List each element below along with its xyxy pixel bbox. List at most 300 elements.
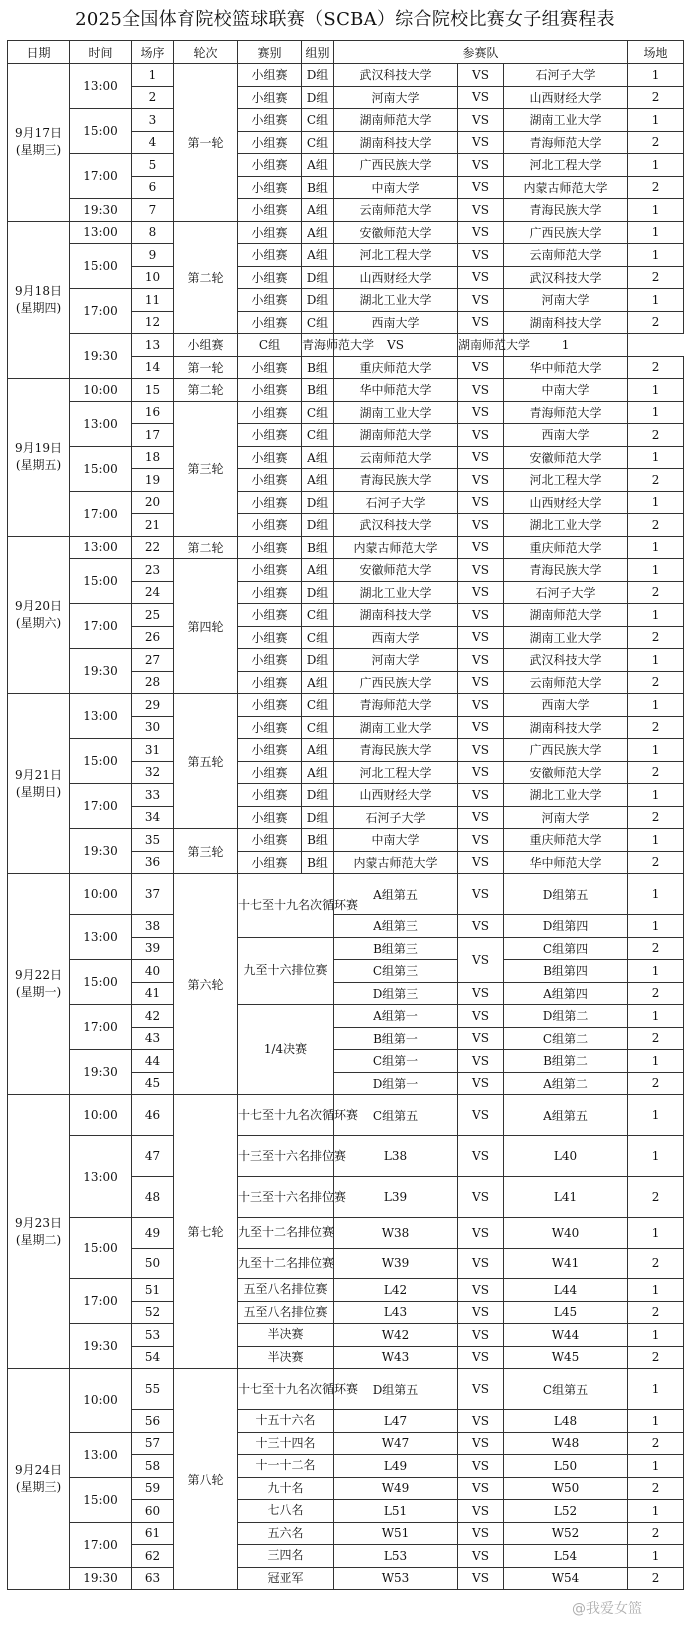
court-cell: 1	[628, 1218, 684, 1249]
team-a-cell: W47	[334, 1432, 458, 1455]
date-cell	[8, 874, 70, 1095]
stage-cell: 小组赛	[238, 176, 302, 199]
team-a-cell: C组第五	[334, 1095, 458, 1136]
team-b-cell: A组第四	[504, 982, 628, 1005]
time-cell: 15:00	[70, 446, 132, 491]
vs-cell: VS	[458, 1455, 504, 1478]
team-b-cell: 重庆师范大学	[504, 829, 628, 852]
stage-cell: 小组赛	[238, 536, 302, 559]
vs-cell: VS	[334, 334, 458, 357]
court-cell: 2	[628, 356, 684, 379]
stage-cell: 小组赛	[238, 64, 302, 87]
team-b-cell: 青海师范大学	[504, 131, 628, 154]
match-no-cell: 14	[132, 356, 174, 379]
date-text: 9月18日	[15, 283, 62, 298]
time-cell: 17:00	[70, 1005, 132, 1050]
team-a-cell: 石河子大学	[334, 491, 458, 514]
team-b-cell: 安徽师范大学	[504, 761, 628, 784]
team-a-cell: A组第五	[334, 874, 458, 915]
weekday-text: (星期一)	[15, 985, 62, 999]
court-cell: 1	[628, 446, 684, 469]
court-cell: 1	[628, 829, 684, 852]
match-row	[8, 1477, 684, 1500]
match-no-cell: 45	[132, 1072, 174, 1095]
group-cell: A组	[302, 761, 334, 784]
match-no-cell: 50	[132, 1248, 174, 1279]
stage-cell: 九十名	[238, 1477, 334, 1500]
round-cell: 第二轮	[174, 379, 238, 402]
group-cell: C组	[238, 334, 302, 357]
team-a-cell: C组第一	[334, 1050, 458, 1073]
match-no-cell: 22	[132, 536, 174, 559]
date-text: 9月22日	[15, 968, 62, 982]
weekday-text: (星期三)	[15, 143, 62, 158]
match-no-cell: 3	[132, 109, 174, 132]
team-b-cell: L41	[504, 1177, 628, 1218]
match-no-cell: 43	[132, 1027, 174, 1050]
team-a-cell: 青海师范大学	[334, 694, 458, 717]
group-cell: D组	[302, 491, 334, 514]
team-a-cell: L51	[334, 1500, 458, 1523]
match-row	[8, 915, 684, 938]
team-a-cell: 华中师范大学	[334, 379, 458, 402]
match-no-cell: 18	[132, 446, 174, 469]
team-b-cell: W40	[504, 1218, 628, 1249]
team-b-cell: W45	[504, 1346, 628, 1369]
match-no-cell: 37	[132, 874, 174, 915]
team-a-cell: L43	[334, 1301, 458, 1324]
team-b-cell: 云南师范大学	[504, 244, 628, 267]
match-no-cell: 10	[132, 266, 174, 289]
team-a-cell: 云南师范大学	[334, 446, 458, 469]
team-b-cell: 湖南科技大学	[504, 311, 628, 334]
group-cell: A组	[302, 739, 334, 762]
court-cell: 1	[628, 1324, 684, 1347]
date-cell	[8, 1095, 70, 1369]
match-no-cell: 47	[132, 1136, 174, 1177]
match-no-cell: 59	[132, 1477, 174, 1500]
team-a-cell: W43	[334, 1346, 458, 1369]
court-cell: 2	[628, 1177, 684, 1218]
stage-cell: 小组赛	[238, 289, 302, 312]
match-row	[8, 559, 684, 582]
court-cell: 1	[628, 154, 684, 177]
court-cell: 1	[504, 334, 628, 357]
group-cell: B组	[302, 356, 334, 379]
vs-cell: VS	[458, 514, 504, 537]
court-cell: 2	[628, 851, 684, 874]
team-b-cell: 广西民族大学	[504, 221, 628, 244]
court-cell: 2	[628, 716, 684, 739]
team-a-cell: 内蒙古师范大学	[334, 536, 458, 559]
vs-cell: VS	[458, 1248, 504, 1279]
vs-cell: VS	[458, 109, 504, 132]
round-cell: 第三轮	[174, 401, 238, 536]
match-no-cell: 2	[132, 86, 174, 109]
header-court: 场地	[628, 41, 684, 64]
team-a-cell: L47	[334, 1410, 458, 1433]
group-cell: D组	[302, 289, 334, 312]
time-cell: 15:00	[70, 244, 132, 289]
header-match-no: 场序	[132, 41, 174, 64]
team-b-cell: 湖北工业大学	[504, 784, 628, 807]
team-b-cell: 山西财经大学	[504, 491, 628, 514]
round-cell: 第一轮	[174, 64, 238, 222]
match-no-cell: 12	[132, 311, 174, 334]
match-no-cell: 61	[132, 1522, 174, 1545]
stage-cell: 小组赛	[238, 311, 302, 334]
date-text: 9月17日	[15, 126, 62, 141]
team-b-cell: W54	[504, 1567, 628, 1590]
vs-cell: VS	[458, 401, 504, 424]
match-no-cell: 4	[132, 131, 174, 154]
team-a-cell: 山西财经大学	[334, 784, 458, 807]
team-b-cell: 河南大学	[504, 806, 628, 829]
time-cell: 13:00	[70, 221, 132, 244]
court-cell: 1	[628, 536, 684, 559]
weekday-text: (星期日)	[15, 784, 62, 799]
match-row	[8, 1136, 684, 1177]
court-cell: 1	[628, 874, 684, 915]
team-b-cell: D组第四	[504, 915, 628, 938]
team-b-cell: 青海民族大学	[504, 559, 628, 582]
round-cell: 第七轮	[174, 1095, 238, 1369]
match-no-cell: 15	[132, 379, 174, 402]
vs-cell: VS	[458, 446, 504, 469]
stage-cell: 五至八名排位赛	[238, 1279, 334, 1302]
court-cell: 1	[628, 491, 684, 514]
team-b-cell: 湖南师范大学	[458, 334, 504, 357]
group-cell: A组	[302, 244, 334, 267]
stage-cell: 小组赛	[238, 851, 302, 874]
group-cell: C组	[302, 109, 334, 132]
match-row	[8, 1567, 684, 1590]
team-b-cell: L52	[504, 1500, 628, 1523]
round-cell: 第三轮	[174, 829, 238, 874]
team-a-cell: A组第一	[334, 1005, 458, 1028]
court-cell: 1	[628, 1136, 684, 1177]
team-a-cell: 石河子大学	[334, 806, 458, 829]
vs-cell: VS	[458, 1477, 504, 1500]
court-cell: 2	[628, 1567, 684, 1590]
vs-cell: VS	[458, 739, 504, 762]
stage-cell: 小组赛	[238, 626, 302, 649]
group-cell: A组	[302, 199, 334, 222]
time-cell: 17:00	[70, 154, 132, 199]
date-cell	[8, 379, 70, 537]
team-a-cell: W49	[334, 1477, 458, 1500]
match-no-cell: 8	[132, 221, 174, 244]
team-b-cell: 河北工程大学	[504, 469, 628, 492]
match-no-cell: 56	[132, 1410, 174, 1433]
vs-cell: VS	[458, 221, 504, 244]
match-row	[8, 1005, 684, 1028]
team-a-cell: 湖南师范大学	[334, 424, 458, 447]
vs-cell: VS	[458, 1095, 504, 1136]
time-cell: 15:00	[70, 1218, 132, 1279]
time-cell: 19:30	[70, 1050, 132, 1095]
match-no-cell: 1	[132, 64, 174, 87]
team-a-cell: W53	[334, 1567, 458, 1590]
vs-cell: VS	[458, 244, 504, 267]
vs-cell: VS	[458, 1432, 504, 1455]
stage-cell: 小组赛	[238, 221, 302, 244]
group-cell: D组	[302, 784, 334, 807]
date-text: 9月23日	[15, 1215, 62, 1230]
court-cell: 1	[628, 1279, 684, 1302]
header-stage: 赛别	[238, 41, 302, 64]
group-cell: C组	[302, 424, 334, 447]
team-a-cell: 湖南工业大学	[334, 716, 458, 739]
team-b-cell: A组第五	[504, 1095, 628, 1136]
court-cell: 2	[628, 131, 684, 154]
weekday-text: (星期六)	[15, 615, 62, 630]
court-cell: 1	[628, 1095, 684, 1136]
round-cell: 第五轮	[174, 694, 238, 829]
court-cell: 2	[628, 626, 684, 649]
team-a-cell: D组第三	[334, 982, 458, 1005]
team-a-cell: 武汉科技大学	[334, 64, 458, 87]
team-a-cell: 云南师范大学	[334, 199, 458, 222]
match-row	[8, 784, 684, 807]
time-cell: 13:00	[70, 401, 132, 446]
header-group: 组别	[302, 41, 334, 64]
court-cell: 1	[628, 289, 684, 312]
stage-cell: 十一十二名	[238, 1455, 334, 1478]
match-row	[8, 874, 684, 915]
stage-cell: 十三至十六名排位赛	[238, 1136, 334, 1177]
stage-cell: 半决赛	[238, 1346, 334, 1369]
match-row	[8, 739, 684, 762]
group-cell: D组	[302, 64, 334, 87]
team-b-cell: L40	[504, 1136, 628, 1177]
stage-cell: 十七至十九名次循环赛	[238, 874, 334, 938]
team-a-cell: 广西民族大学	[334, 154, 458, 177]
court-cell: 2	[628, 86, 684, 109]
time-cell: 19:30	[70, 829, 132, 874]
court-cell: 2	[628, 1432, 684, 1455]
schedule-table	[7, 40, 684, 1590]
team-a-cell: A组第三	[334, 915, 458, 938]
stage-cell: 小组赛	[238, 154, 302, 177]
vs-cell: VS	[458, 1324, 504, 1347]
stage-cell: 三四名	[238, 1545, 334, 1568]
vs-cell: VS	[458, 937, 504, 982]
team-a-cell: 湖北工业大学	[334, 289, 458, 312]
stage-cell: 小组赛	[238, 401, 302, 424]
stage-cell: 小组赛	[238, 491, 302, 514]
group-cell: D组	[302, 649, 334, 672]
group-cell: C组	[302, 604, 334, 627]
group-cell: C组	[302, 716, 334, 739]
time-cell: 13:00	[70, 694, 132, 739]
time-cell: 10:00	[70, 874, 132, 915]
match-row	[8, 289, 684, 312]
vs-cell: VS	[458, 604, 504, 627]
vs-cell: VS	[458, 1545, 504, 1568]
stage-cell: 小组赛	[238, 424, 302, 447]
match-no-cell: 24	[132, 581, 174, 604]
court-cell: 1	[628, 109, 684, 132]
team-b-cell: 华中师范大学	[504, 851, 628, 874]
stage-cell: 十七至十九名次循环赛	[238, 1369, 334, 1410]
court-cell: 1	[628, 1369, 684, 1410]
match-no-cell: 17	[132, 424, 174, 447]
team-b-cell: 华中师范大学	[504, 356, 628, 379]
team-a-cell: 西南大学	[334, 626, 458, 649]
team-b-cell: L50	[504, 1455, 628, 1478]
vs-cell: VS	[458, 915, 504, 938]
time-cell: 13:00	[70, 64, 132, 109]
vs-cell: VS	[458, 356, 504, 379]
match-no-cell: 26	[132, 626, 174, 649]
time-cell: 19:30	[70, 1567, 132, 1590]
team-a-cell: 青海民族大学	[334, 739, 458, 762]
group-cell: A组	[302, 446, 334, 469]
court-cell: 2	[628, 761, 684, 784]
court-cell: 2	[628, 982, 684, 1005]
court-cell: 2	[628, 1072, 684, 1095]
team-a-cell: 内蒙古师范大学	[334, 851, 458, 874]
match-no-cell: 40	[132, 960, 174, 983]
stage-cell: 小组赛	[238, 266, 302, 289]
team-a-cell: 湖北工业大学	[334, 581, 458, 604]
time-cell: 15:00	[70, 1477, 132, 1522]
vs-cell: VS	[458, 1177, 504, 1218]
match-no-cell: 49	[132, 1218, 174, 1249]
team-b-cell: 湖南科技大学	[504, 716, 628, 739]
time-cell: 15:00	[70, 960, 132, 1005]
match-no-cell: 16	[132, 401, 174, 424]
time-cell: 10:00	[70, 1095, 132, 1136]
team-b-cell: 武汉科技大学	[504, 266, 628, 289]
court-cell: 2	[628, 311, 684, 334]
team-a-cell: 安徽师范大学	[334, 221, 458, 244]
group-cell: B组	[302, 536, 334, 559]
time-cell: 17:00	[70, 1522, 132, 1567]
stage-cell: 七八名	[238, 1500, 334, 1523]
court-cell: 1	[628, 244, 684, 267]
team-a-cell: W42	[334, 1324, 458, 1347]
stage-cell: 小组赛	[238, 199, 302, 222]
stage-cell: 十五十六名	[238, 1410, 334, 1433]
vs-cell: VS	[458, 694, 504, 717]
match-no-cell: 28	[132, 671, 174, 694]
team-a-cell: L49	[334, 1455, 458, 1478]
vs-cell: VS	[458, 469, 504, 492]
team-b-cell: C组第五	[504, 1369, 628, 1410]
court-cell: 1	[628, 1545, 684, 1568]
team-b-cell: W50	[504, 1477, 628, 1500]
vs-cell: VS	[458, 64, 504, 87]
match-row	[8, 221, 684, 244]
vs-cell: VS	[458, 1218, 504, 1249]
team-a-cell: L39	[334, 1177, 458, 1218]
team-b-cell: B组第四	[504, 960, 628, 983]
group-cell: C组	[302, 311, 334, 334]
court-cell: 1	[628, 1455, 684, 1478]
match-no-cell: 23	[132, 559, 174, 582]
stage-cell: 小组赛	[238, 581, 302, 604]
stage-cell: 小组赛	[238, 649, 302, 672]
team-a-cell: L42	[334, 1279, 458, 1302]
date-cell	[8, 536, 70, 694]
court-cell: 2	[628, 1477, 684, 1500]
group-cell: C组	[302, 626, 334, 649]
team-a-cell: B组第三	[334, 937, 458, 960]
time-cell: 19:30	[70, 199, 132, 222]
match-row	[8, 1279, 684, 1302]
team-a-cell: W51	[334, 1522, 458, 1545]
match-row	[8, 1369, 684, 1410]
team-b-cell: 重庆师范大学	[504, 536, 628, 559]
header-time: 时间	[70, 41, 132, 64]
match-no-cell: 6	[132, 176, 174, 199]
team-a-cell: W38	[334, 1218, 458, 1249]
court-cell: 2	[628, 1522, 684, 1545]
stage-cell: 小组赛	[238, 694, 302, 717]
header-date: 日期	[8, 41, 70, 64]
court-cell: 2	[628, 1027, 684, 1050]
vs-cell: VS	[458, 626, 504, 649]
match-row	[8, 334, 684, 357]
team-a-cell: L53	[334, 1545, 458, 1568]
team-a-cell: 安徽师范大学	[334, 559, 458, 582]
team-b-cell: 西南大学	[504, 424, 628, 447]
group-cell: A组	[302, 671, 334, 694]
stage-cell: 半决赛	[238, 1324, 334, 1347]
team-b-cell: 西南大学	[504, 694, 628, 717]
match-row	[8, 1432, 684, 1455]
team-a-cell: 重庆师范大学	[334, 356, 458, 379]
vs-cell: VS	[458, 874, 504, 915]
group-cell: B组	[302, 829, 334, 852]
team-b-cell: 山西财经大学	[504, 86, 628, 109]
match-no-cell: 30	[132, 716, 174, 739]
time-cell: 17:00	[70, 604, 132, 649]
vs-cell: VS	[458, 1567, 504, 1590]
team-a-cell: 武汉科技大学	[334, 514, 458, 537]
team-a-cell: C组第三	[334, 960, 458, 983]
round-cell: 第二轮	[174, 536, 238, 559]
match-no-cell: 5	[132, 154, 174, 177]
match-no-cell: 25	[132, 604, 174, 627]
court-cell: 2	[628, 671, 684, 694]
team-b-cell: 湖南工业大学	[504, 109, 628, 132]
time-cell: 19:30	[70, 1324, 132, 1369]
match-no-cell: 7	[132, 199, 174, 222]
team-a-cell: D组第五	[334, 1369, 458, 1410]
stage-cell: 十三十四名	[238, 1432, 334, 1455]
match-row	[8, 960, 684, 983]
team-a-cell: 湖南科技大学	[334, 131, 458, 154]
court-cell: 1	[628, 604, 684, 627]
vs-cell: VS	[458, 424, 504, 447]
court-cell: 1	[628, 694, 684, 717]
time-cell: 19:30	[70, 649, 132, 694]
match-row	[8, 64, 684, 87]
time-cell: 10:00	[70, 379, 132, 402]
stage-cell: 小组赛	[238, 109, 302, 132]
round-cell: 第二轮	[174, 221, 238, 334]
stage-cell: 九至十二名排位赛	[238, 1248, 334, 1279]
match-row	[8, 604, 684, 627]
team-b-cell: 安徽师范大学	[504, 446, 628, 469]
stage-cell: 小组赛	[238, 514, 302, 537]
court-cell: 1	[628, 1050, 684, 1073]
match-no-cell: 63	[132, 1567, 174, 1590]
vs-cell: VS	[458, 131, 504, 154]
